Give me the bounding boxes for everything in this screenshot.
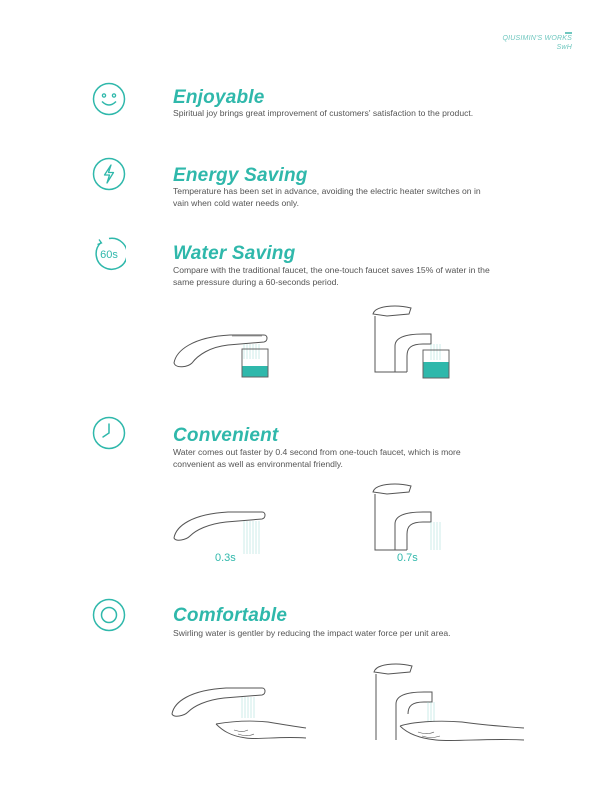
section-title: Enjoyable bbox=[173, 87, 265, 108]
section-desc: Swirling water is gentler by reducing the impact water force per unit area. bbox=[173, 628, 451, 638]
circle-icon bbox=[92, 598, 126, 632]
timer-label: 60s bbox=[100, 249, 118, 261]
section-desc: Temperature has been set in advance, avoiding the electric heater switches on in vain when cold water needs only. bbox=[173, 186, 481, 208]
clock-icon bbox=[92, 416, 126, 450]
section-desc: Water comes out faster by 0.4 second from one-touch faucet, which is more convenient as well as environmental friendly. bbox=[173, 447, 461, 469]
one-touch-faucet-hand-illustration bbox=[168, 680, 308, 750]
brand-label bbox=[503, 34, 573, 52]
traditional-faucet-illustration bbox=[365, 480, 455, 555]
smiley-icon bbox=[92, 82, 126, 116]
traditional-faucet-beaker-illustration bbox=[365, 300, 465, 385]
one-touch-faucet-beaker-illustration bbox=[170, 327, 280, 387]
traditional-time-label: 0.7s bbox=[397, 552, 418, 564]
lightning-icon bbox=[92, 157, 126, 191]
section-desc: Spiritual joy brings great improvement of customers' satisfaction to the product. bbox=[173, 108, 474, 118]
section-title: Comfortable bbox=[173, 605, 288, 626]
section-desc: Compare with the traditional faucet, the one-touch faucet saves 15% of water in the same pressure during a 60-seconds period. bbox=[173, 265, 490, 287]
timer-60s-icon bbox=[92, 237, 126, 271]
one-touch-time-label: 0.3s bbox=[215, 552, 236, 564]
section-title: Energy Saving bbox=[173, 165, 308, 186]
section-title: Water Saving bbox=[173, 243, 296, 264]
brand-line-2: SwH bbox=[556, 44, 572, 51]
traditional-faucet-hand-illustration bbox=[366, 660, 526, 755]
brand-line-1: QIUSIMIN'S WORKS bbox=[502, 35, 572, 42]
one-touch-faucet-illustration bbox=[172, 508, 272, 558]
section-title: Convenient bbox=[173, 425, 279, 446]
